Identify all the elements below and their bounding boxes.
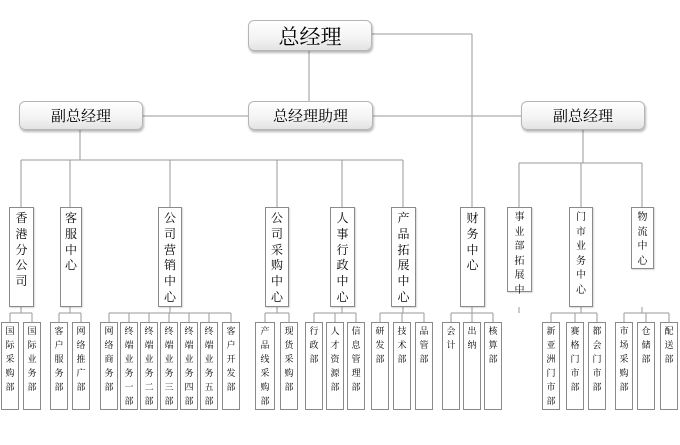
node-purchasing-center: 公 司 采 购 中 心: [265, 207, 289, 307]
node-hr-admin-center: 人 事 行 政 中 心: [330, 207, 355, 307]
dept-product-line-purchasing: 产 品 线 采 购 部: [255, 322, 275, 410]
dept-distribution: 配 送 部: [660, 322, 678, 410]
dept-cashier: 出 纳: [463, 322, 481, 410]
dept-market-purchasing: 市 场 采 购 部: [615, 322, 633, 410]
dept-online-promotion: 网 络 推 广 部: [72, 322, 90, 410]
node-customer-service-center: 客 服 中 心: [60, 207, 82, 307]
dept-duhui-store: 都 会 门 市 部: [588, 322, 606, 410]
dept-terminal-4: 终 端 业 务 四 部: [180, 322, 198, 410]
node-store-business-center: 门 市 业 务 中 心: [569, 207, 593, 307]
dept-client-development: 客 户 开 发 部: [222, 322, 240, 410]
dept-intl-purchasing: 国 际 采 购 部: [1, 322, 19, 410]
dept-saige-store: 赛 格 门 市 部: [566, 322, 584, 410]
dept-terminal-2: 终 端 业 务 二 部: [140, 322, 158, 410]
dept-administration: 行 政 部: [305, 322, 323, 410]
node-finance-center: 财 务 中 心: [460, 207, 485, 307]
node-product-expansion-center: 产 品 拓 展 中 心: [391, 207, 416, 307]
node-logistics-center: 物 流 中 心: [631, 207, 654, 269]
dept-terminal-5: 终 端 业 务 五 部: [200, 322, 218, 410]
dept-ecommerce: 网 络 商 务 部: [100, 322, 118, 410]
dept-research: 研 发 部: [371, 322, 389, 410]
node-deputy-gm-right: 副总经理: [521, 101, 645, 130]
dept-new-asia-store: 新 亚 洲 门 市 部: [542, 322, 560, 410]
dept-customer-service: 客 户 服 务 部: [50, 322, 68, 410]
node-business-expansion: 事 业 部 拓 展 中: [507, 207, 532, 292]
dept-information-management: 信 息 管 理 部: [347, 322, 365, 410]
node-marketing-center: 公 司 营 销 中 心: [158, 207, 182, 307]
dept-accounting: 会 计: [442, 322, 460, 410]
dept-terminal-1: 终 端 业 务 一 部: [120, 322, 138, 410]
node-general-manager: 总经理: [248, 20, 372, 51]
dept-spot-purchasing: 现 货 采 购 部: [280, 322, 298, 410]
dept-terminal-3: 终 端 业 务 三 部: [160, 322, 178, 410]
dept-intl-business: 国 际 业 务 部: [23, 322, 41, 410]
dept-quality-control: 品 管 部: [415, 322, 433, 410]
node-hk-branch: 香 港 分 公 司: [9, 207, 34, 307]
dept-human-resources: 人 才 资 源 部: [326, 322, 344, 410]
node-deputy-gm-left: 副总经理: [19, 101, 143, 130]
node-gm-assistant: 总经理助理: [248, 101, 373, 130]
dept-warehouse: 仓 储 部: [637, 322, 655, 410]
dept-audit: 核 算 部: [484, 322, 502, 410]
dept-technology: 技 术 部: [393, 322, 411, 410]
